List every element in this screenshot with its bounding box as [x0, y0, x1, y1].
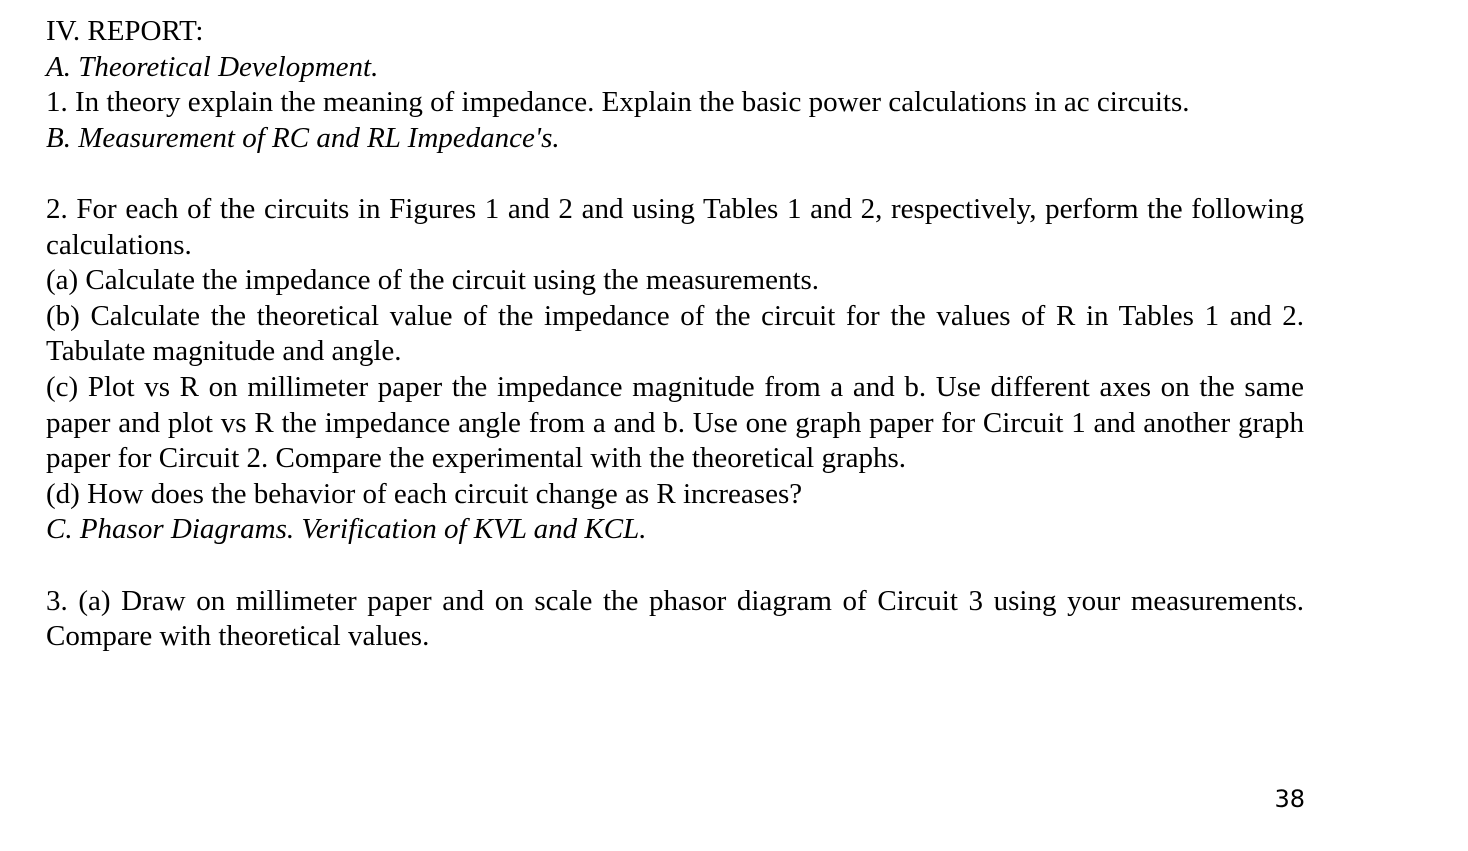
- section-a-title: A. Theoretical Development.: [46, 50, 379, 83]
- question-1: 1. In theory explain the meaning of impedance. Explain the basic power calculations in ac circuits.: [46, 86, 1190, 119]
- question-2c: (c) Plot vs R on millimeter paper the impedance magnitude from a and b. Use different axes on the same paper and plot vs R the impedance angle from a and b. Use one graph paper for Circuit 1 and another graph paper for Circuit 2. Compare the experimental with the theoretical graphs.: [46, 370, 1304, 475]
- section-c-title: C. Phasor Diagrams. Verification of KVL and KCL.: [46, 513, 647, 546]
- question-2d: (d) How does the behavior of each circuit change as R increases?: [46, 477, 803, 510]
- question-2a: (a) Calculate the impedance of the circuit using the measurements.: [46, 264, 820, 297]
- report-heading: IV. REPORT:: [46, 15, 204, 47]
- question-2: 2. For each of the circuits in Figures 1 and 2 and using Tables 1 and 2, respectively, perform the following calculations.: [46, 192, 1304, 261]
- paragraph-spacer: [46, 548, 1304, 584]
- section-b-title: B. Measurement of RC and RL Impedance's.: [46, 121, 560, 154]
- document-page: [46, 14, 1304, 655]
- question-3a: 3. (a) Draw on millimeter paper and on scale the phasor diagram of Circuit 3 using your measurements. Compare with theoretical values.: [46, 584, 1304, 653]
- paragraph-spacer: [46, 156, 1304, 192]
- question-2b: (b) Calculate the theoretical value of the impedance of the circuit for the values of R in Tables 1 and 2. Tabulate magnitude and angle.: [46, 299, 1304, 368]
- page-number: 38: [1274, 785, 1305, 813]
